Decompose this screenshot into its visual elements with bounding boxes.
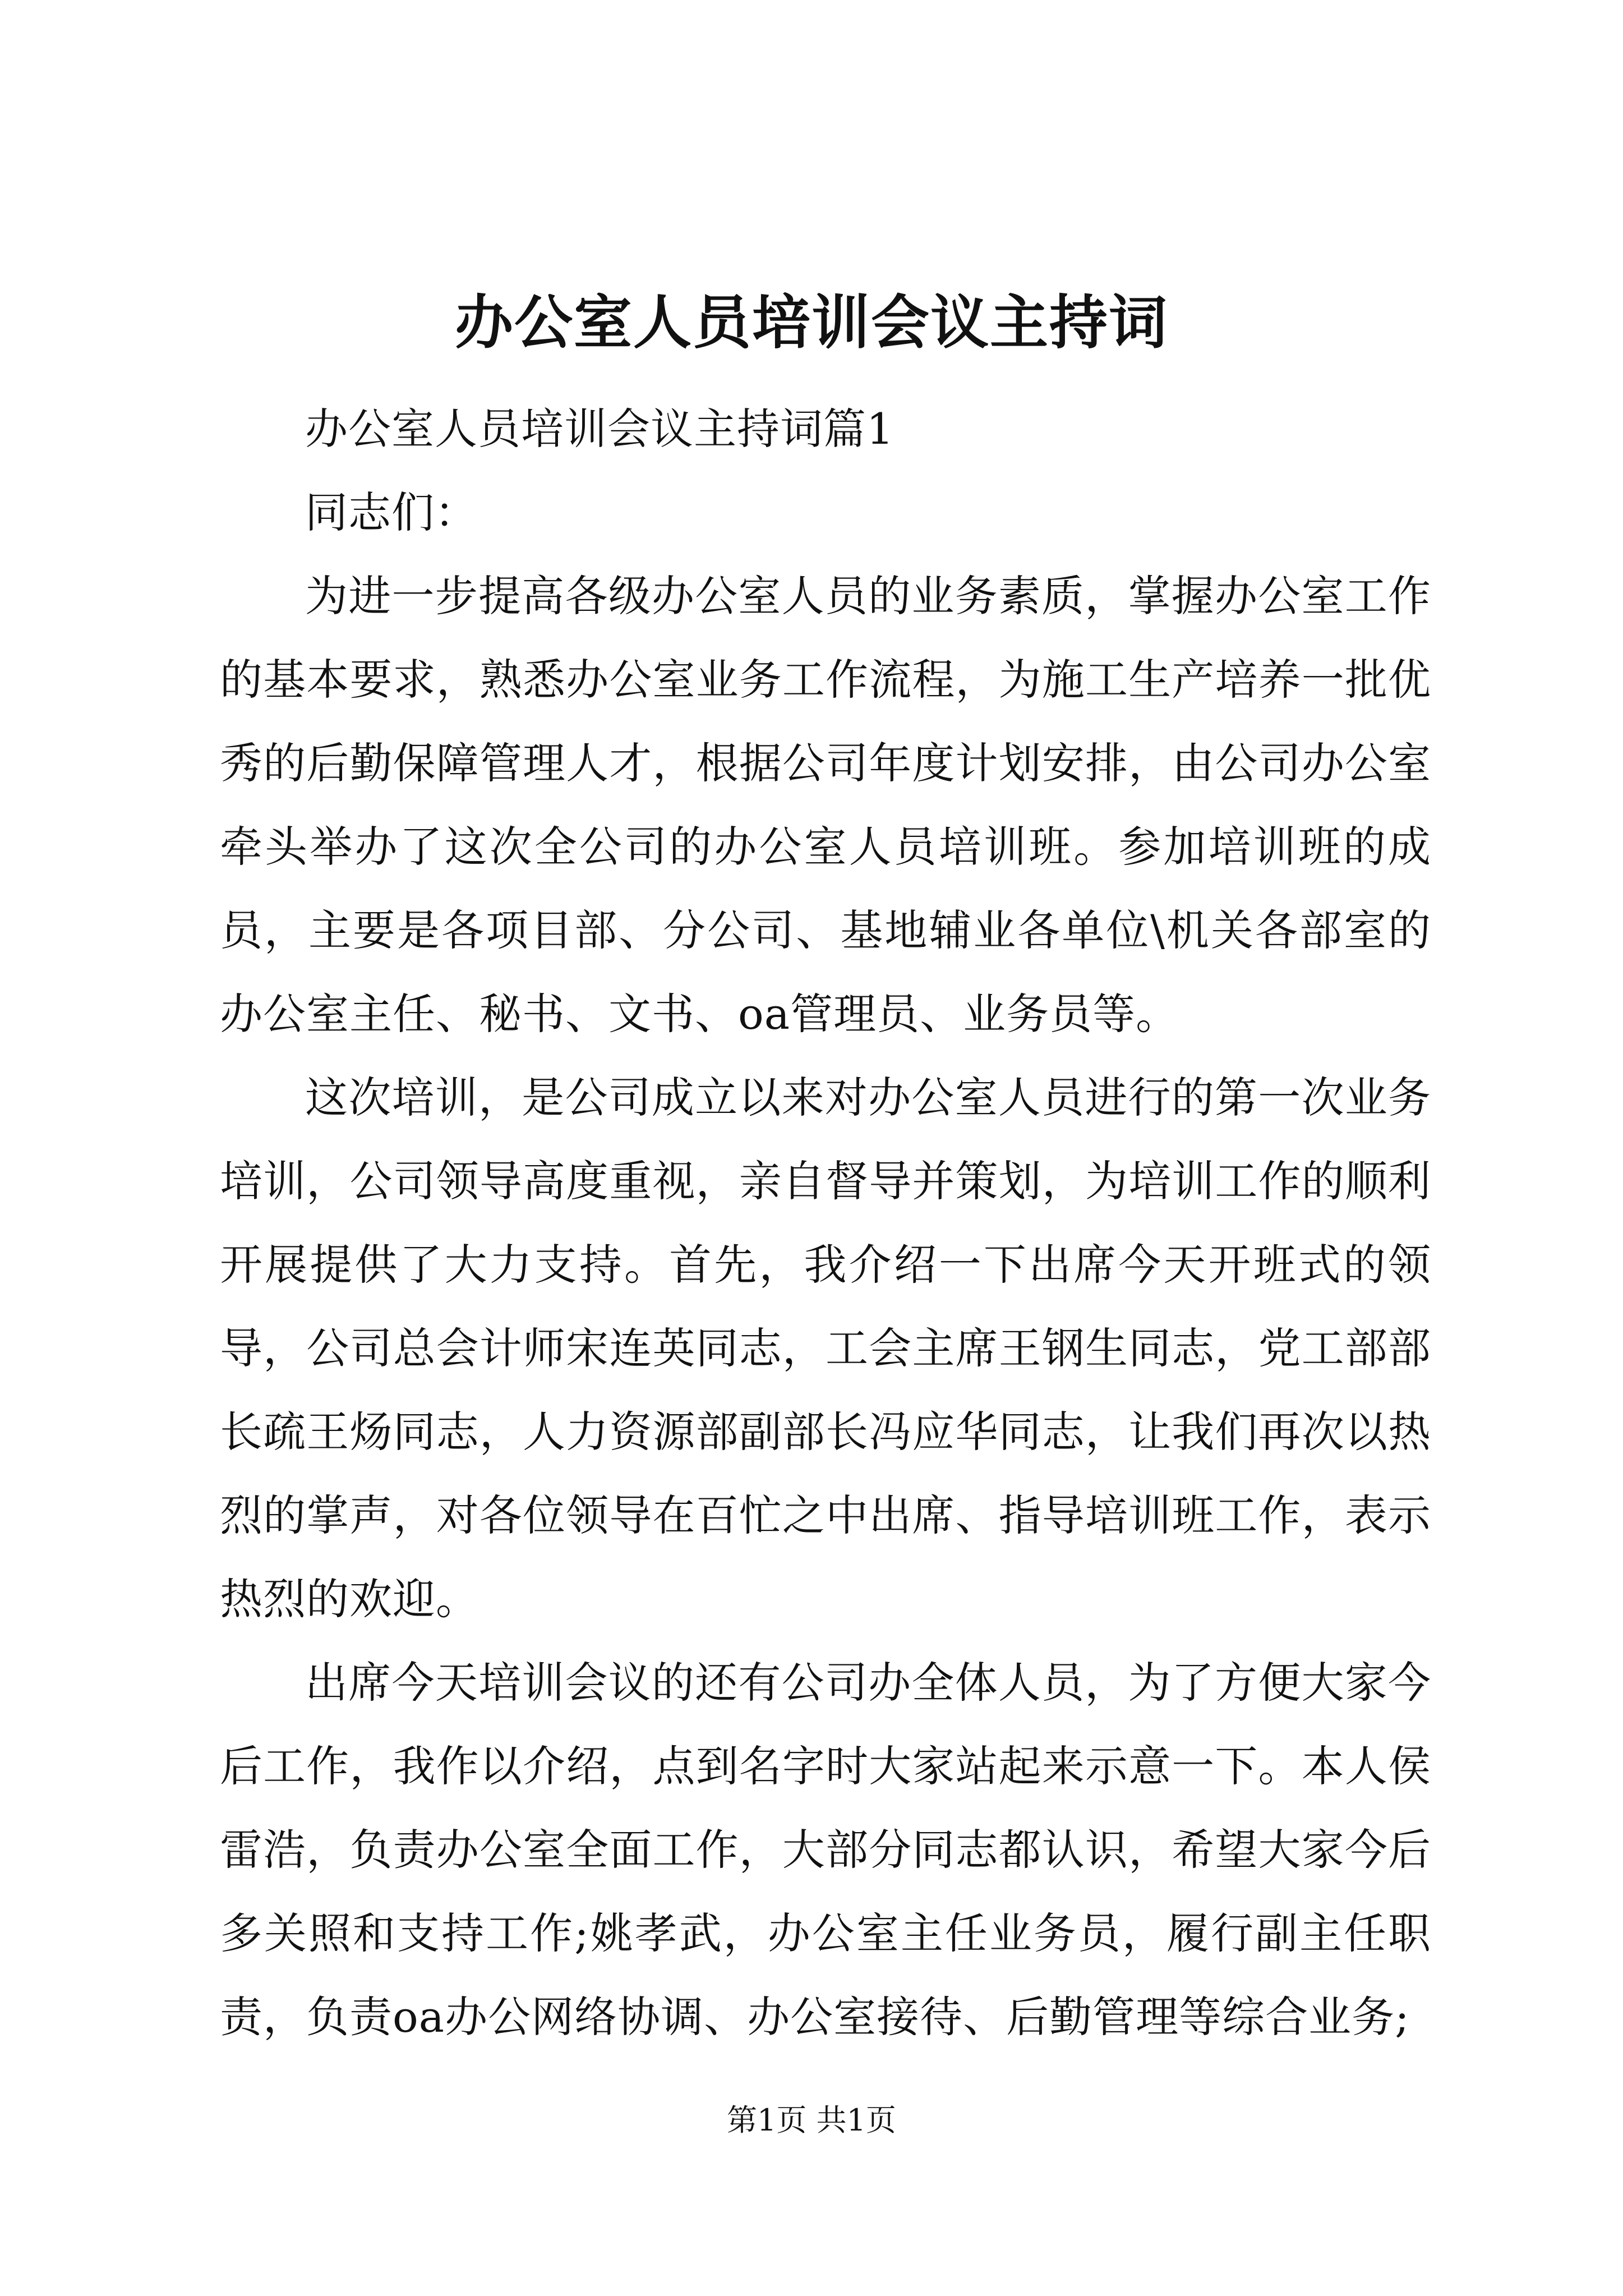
paragraph-leaders-introduction: 这次培训，是公司成立以来对办公室人员进行的第一次业务培训，公司领导高度重视，亲自督导并策划，为培训工作的顺利开展提供了大力支持。首先，我介绍一下出席今天开班式的领导，公司总会计师宋连英同志，工会主席王钢生同志，党工部部长疏王炀同志，人力资源部副部长冯应华同志，让我们再次以热烈的掌声，对各位领导在百忙之中出席、指导培训班工作，表示热烈的欢迎。 <box>220 1073 1431 1624</box>
paragraph-training-purpose: 为进一步提高各级办公室人员的业务素质，掌握办公室工作的基本要求，熟悉办公室业务工作流程，为施工生产培养一批优秀的后勤保障管理人才，根据公司年度计划安排，由公司办公室牵头举办了这次全公司的办公室人员培训班。参加培训班的成员，主要是各项目部、分公司、基地辅业各单位\机关各部室的办公室主任、秘书、文书、oa管理员、业务员等。 <box>220 571 1431 1039</box>
paragraph-subtitle: 办公室人员培训会议主持词篇1 <box>305 404 895 454</box>
paragraph-staff-introduction: 出席今天培训会议的还有公司办全体人员，为了方便大家今后工作，我作以介绍，点到名字时大家站起来示意一下。本人侯雷浩，负责办公室全面工作，大部分同志都认识，希望大家今后多关照和支持工作;姚孝武，办公室主任业务员，履行副主任职责，负责oa办公网络协调、办公室接待、后勤管理等综合业务; <box>220 1658 1431 2042</box>
paragraph-salutation: 同志们： <box>305 487 478 537</box>
document-body <box>220 387 1431 2059</box>
page-footer: 第1页 共1页 <box>727 2102 896 2138</box>
document-title: 办公室人员培训会议主持词 <box>454 288 1168 357</box>
